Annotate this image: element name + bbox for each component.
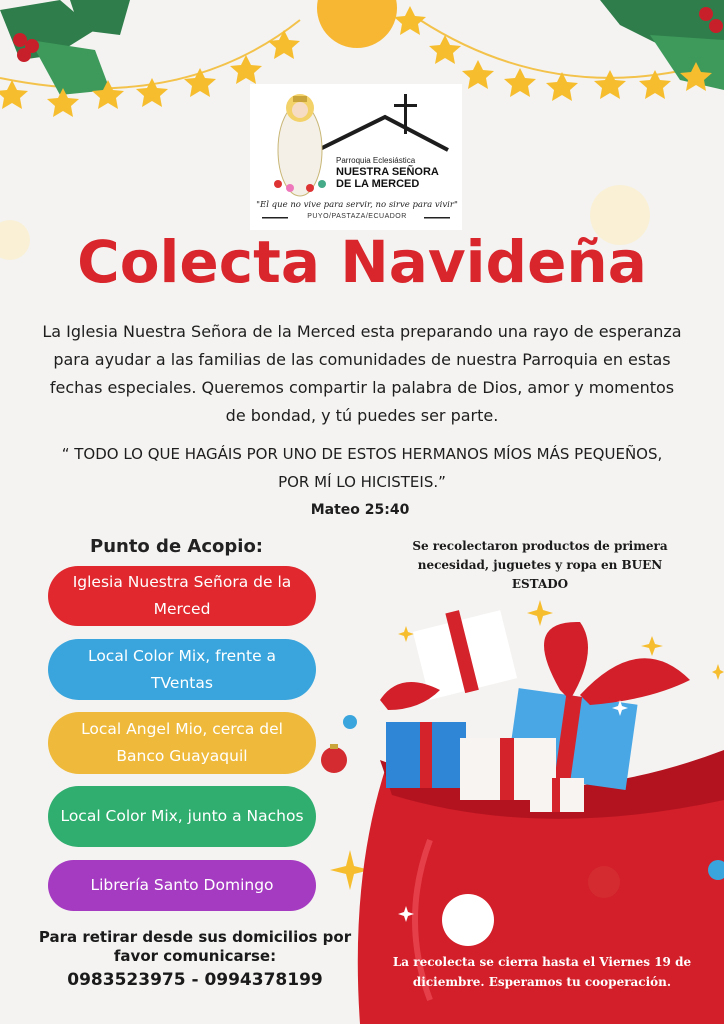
bible-quote: “ TODO LO QUE HAGÁIS POR UNO DE ESTOS HERMANOS MÍOS MÁS PEQUEÑOS, POR MÍ LO HICISTEIS.” <box>61 445 663 491</box>
parish-type-label: Parroquia Eclesiástica <box>336 156 416 165</box>
page-title: Colecta Navideña <box>77 228 647 296</box>
closing-note: La recolecta se cierra hasta el Viernes 19 de diciembre. Esperamos tu cooperación. <box>392 955 692 989</box>
quote-citation: Mateo 25:40 <box>310 502 410 518</box>
ornament-icon <box>321 747 347 773</box>
acopio-item-iglesia: Iglesia Nuestra Señora de la Merced <box>48 566 316 626</box>
parish-name: NUESTRA SEÑORA DE LA MERCED <box>336 166 439 190</box>
acopio-item-libreria: Librería Santo Domingo <box>48 860 316 911</box>
sun-icon <box>317 0 397 48</box>
products-note: Se recolectaron productos de primera necesidad, juguetes y ropa en BUEN ESTADO <box>412 539 668 591</box>
acopio-item-angel-mio: Local Angel Mio, cerca del Banco Guayaquil <box>48 712 316 774</box>
acopio-item-color-mix-tventas: Local Color Mix, frente a TVentas <box>48 639 316 700</box>
intro-paragraph: La Iglesia Nuestra Señora de la Merced esta preparando una rayo de esperanza para ayudar a las familias de las comunidades de nuestra Parroquia en estas fechas especiales. Queremos compartir la palabra de Dios, amor y momentos de bondad, y tú puedes ser parte. <box>42 322 682 425</box>
acopio-heading: Punto de Acopio: <box>90 536 264 557</box>
pickup-phones: 0983523975 - 0994378199 <box>67 970 323 990</box>
pickup-text: Para retirar desde sus domicilios por favor comunicarse: <box>38 928 352 965</box>
parish-location: PUYO/PASTAZA/ECUADOR <box>307 213 407 220</box>
acopio-item-color-mix-nachos: Local Color Mix, junto a Nachos <box>48 786 316 847</box>
parish-motto: "El que no vive para servir, no sirve para vivir" <box>256 200 458 210</box>
